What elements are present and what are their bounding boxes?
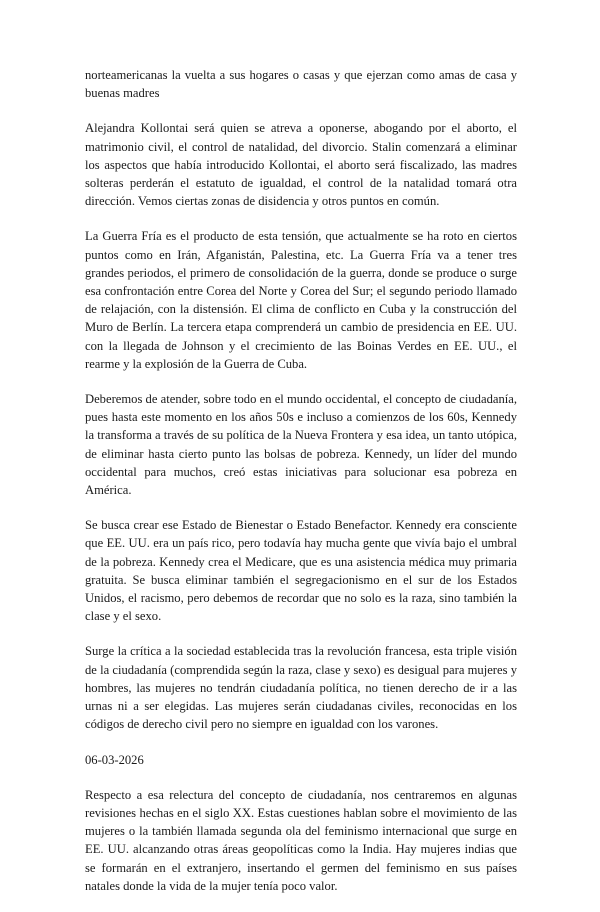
paragraph-2: Alejandra Kollontai será quien se atreva a oponerse, abogando por el aborto, el matrimonio civil, el control de natalidad, del divorcio. Stalin comenzará a eliminar los aspectos que había introducido Kollontai, el aborto será fiscalizado, las madres solteras perderán el estatuto de igualdad, el control de la natalidad tomará otra dirección. Vemos ciertas zonas de disidencia y otros puntos en común. [85,121,517,209]
date-heading: 06-03-2026 [85,752,144,767]
paragraph-1: norteamericanas la vuelta a sus hogares o casas y que ejerzan como amas de casa y buenas madres [85,68,517,101]
paragraph-4: Deberemos de atender, sobre todo en el mundo occidental, el concepto de ciudadanía, pues hasta este momento en los años 50s e incluso a comienzos de los 60s, Kennedy la transforma a través de su política de la Nueva Frontera y esa idea, un tanto utópica, de eliminar hasta cierto punto las bolsas de pobreza. Kennedy, un líder del mundo occidental para muchos, creó estas iniciativas para solucionar esa pobreza en América. [85,392,517,498]
paragraph-6: Surge la crítica a la sociedad establecida tras la revolución francesa, esta triple visión de la ciudadanía (comprendida según la raza, clase y sexo) es desigual para mujeres y hombres, las mujeres no tendrán ciudadanía política, no tienen derecho de ir a las urnas ni a ser elegidas. Las mujeres serán ciudadanas civiles, reconocidas en los códigos de derecho civil pero no siempre en igualdad con los varones. [85,644,517,732]
paragraph-7: Respecto a esa relectura del concepto de ciudadanía, nos centraremos en algunas revisiones hechas en el siglo XX. Estas cuestiones hablan sobre el movimiento de las mujeres o la también llamada segunda ola del feminismo internacional que surge en EE. UU. alcanzando otras áreas geopolíticas como la India. Hay mujeres indias que se formarán en el extranjero, insertando el germen del feminismo en sus países natales donde la vida de la mujer tenía poco valor. [85,787,517,893]
paragraph-5: Se busca crear ese Estado de Bienestar o Estado Benefactor. Kennedy era consciente que EE. UU. era un país rico, pero todavía hay mucha gente que vivía bajo el umbral de la pobreza. Kennedy crea el Medicare, que es una asistencia médica muy primaria gratuita. Se busca eliminar también el segregacionismo en el sur de los Estados Unidos, el racismo, pero debemos de recordar que no solo es la raza, sino también la clase y el sexo. [85,518,517,624]
paragraph-3: La Guerra Fría es el producto de esta tensión, que actualmente se ha roto en ciertos puntos como en Irán, Afganistán, Palestina, etc. La Guerra Fría va a tener tres grandes periodos, el primero de consolidación de la guerra, donde se produce o surge esa confrontación entre Corea del Norte y Corea del Sur; el segundo periodo llamado de relajación, con la distensión. El clima de conflicto en Cuba y la construcción del Muro de Berlín. La tercera etapa comprenderá un cambio de presidencia en EE. UU. con la llegada de Johnson y el crecimiento de las Boinas Verdes en EE. UU., el rearme y la explosión de la Guerra de Cuba. [85,229,517,371]
document-page [85,66,517,912]
